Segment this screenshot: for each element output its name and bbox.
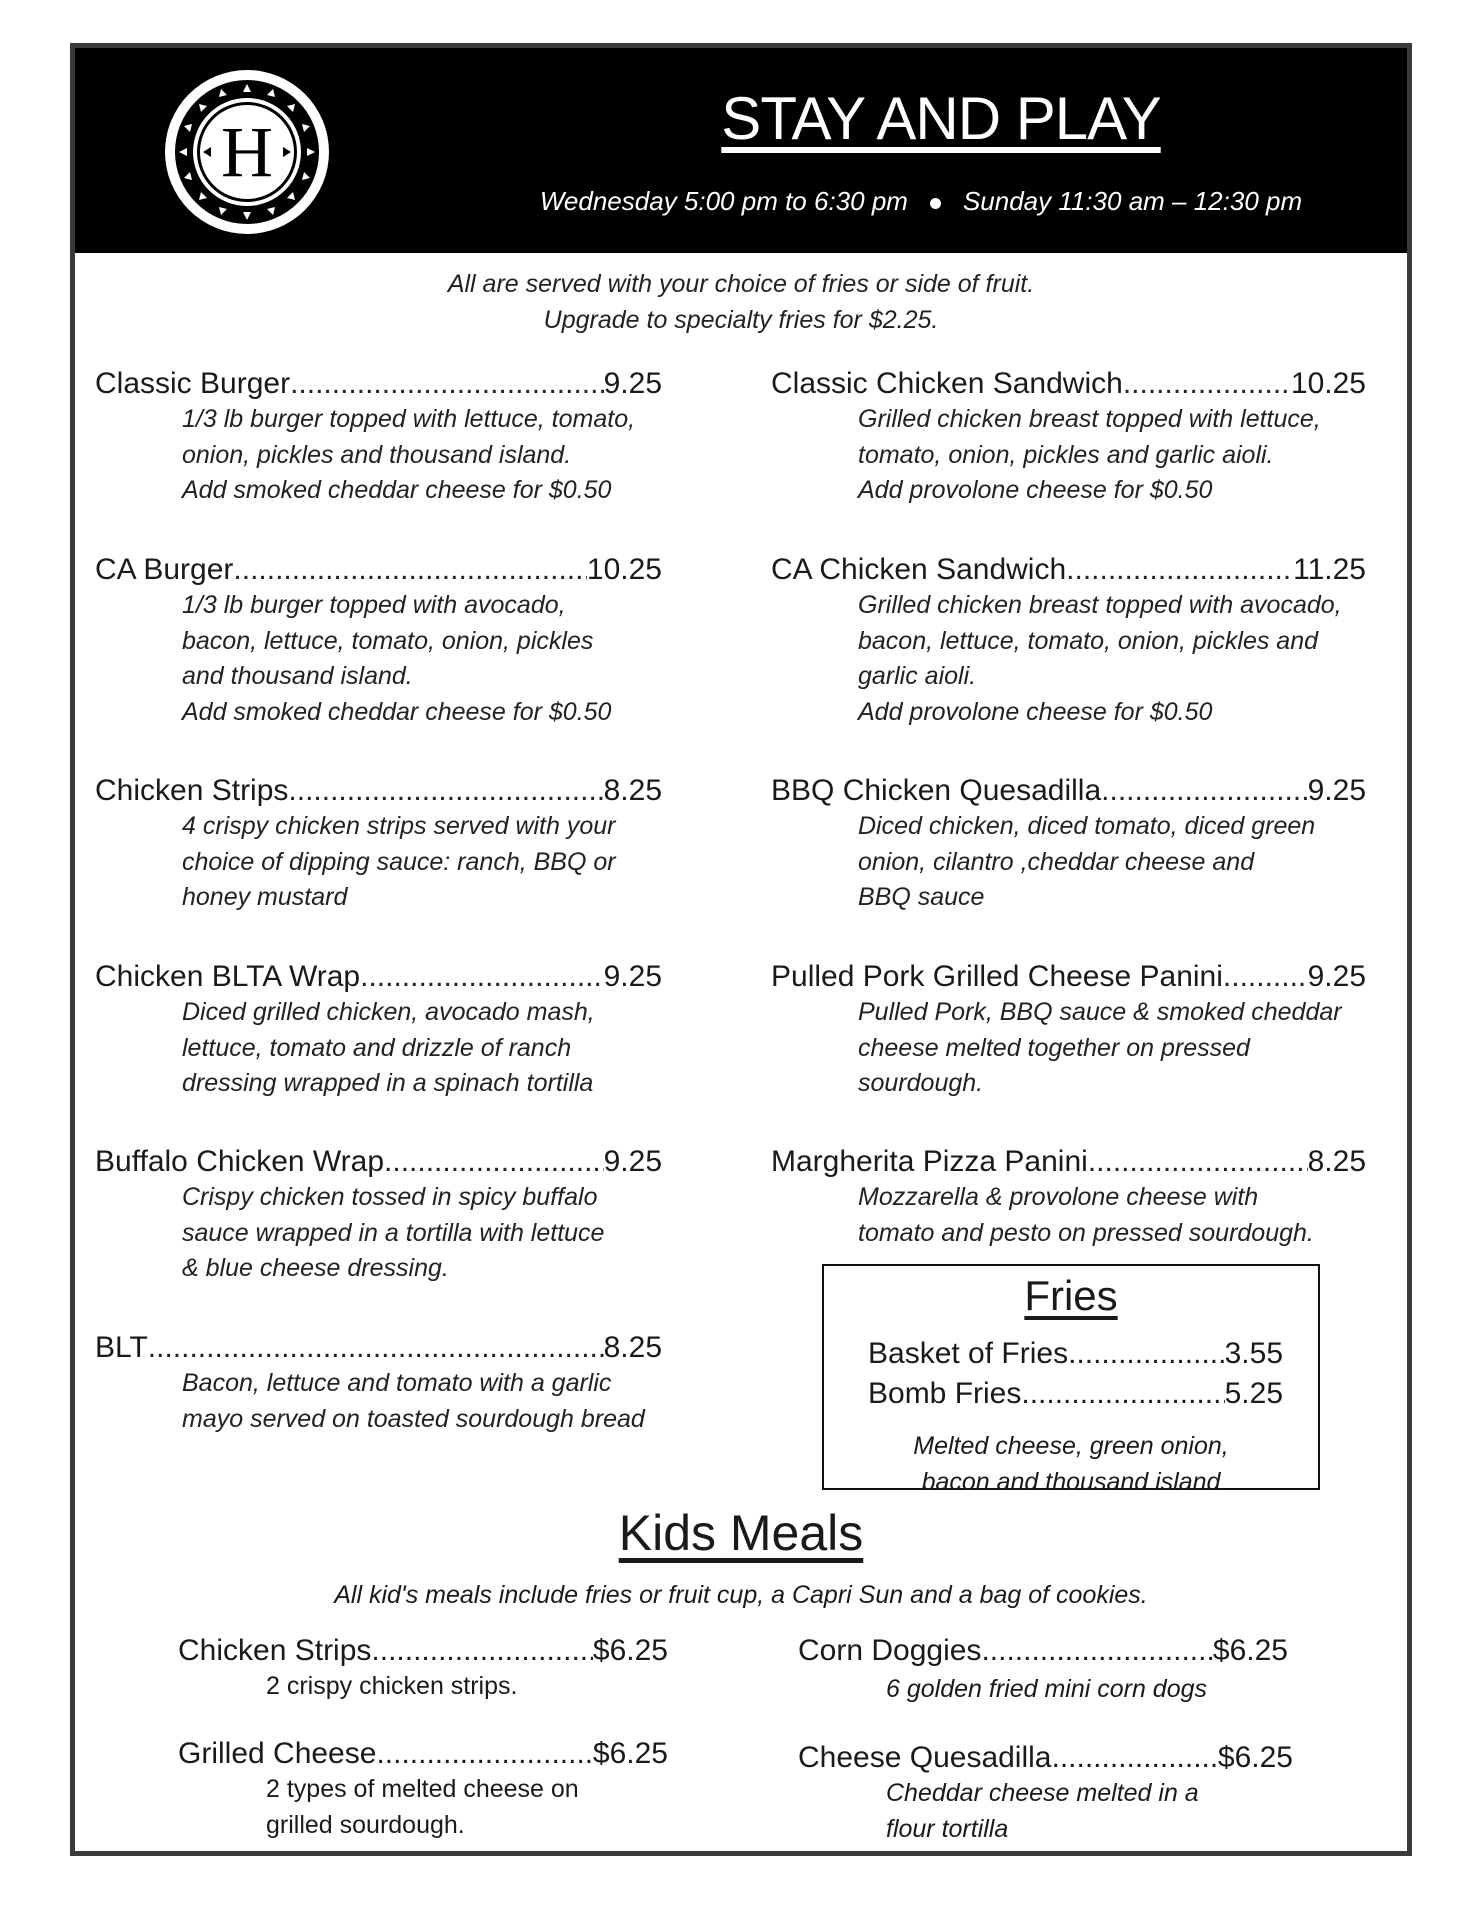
- description-line: bacon and thousand island: [921, 1468, 1221, 1496]
- description-line: Add provolone cheese for $0.50: [858, 697, 1213, 726]
- item-name: CA Chicken Sandwich: [771, 553, 1067, 586]
- description-line: sourdough.: [858, 1069, 984, 1097]
- menu-item: [95, 959, 662, 1102]
- description-line: dressing wrapped in a spinach tortilla: [182, 1069, 594, 1097]
- leader-dots: [376, 1736, 592, 1772]
- leader-dots: [1068, 1336, 1225, 1372]
- kids-item: [178, 1633, 668, 1705]
- menu-item: [95, 366, 662, 509]
- item-price: 9.25: [603, 1145, 662, 1178]
- description-line: tomato, onion, pickles and garlic aioli.: [858, 440, 1274, 469]
- description-line: Diced chicken, diced tomato, diced green: [858, 812, 1316, 840]
- intro-line: Upgrade to specialty fries for $2.25.: [543, 306, 939, 334]
- item-price: 9.25: [603, 367, 662, 400]
- item-description: [886, 1672, 1288, 1708]
- logo-letter: H: [221, 112, 273, 192]
- description-line: sauce wrapped in a tortilla with lettuce: [182, 1218, 605, 1247]
- description-line: onion, pickles and thousand island.: [182, 440, 572, 469]
- item-name: Chicken Strips: [178, 1634, 372, 1667]
- item-name: Chicken BLTA Wrap: [95, 960, 361, 993]
- leader-dots: [981, 1633, 1212, 1669]
- kids-item: [178, 1736, 668, 1843]
- leader-dots: [1088, 1144, 1308, 1180]
- item-price: 5.25: [1224, 1377, 1283, 1410]
- menu-item: [771, 959, 1366, 1102]
- leader-dots: [148, 1330, 604, 1366]
- intro-note: [75, 266, 1407, 338]
- description-line: Grilled chicken breast topped with avocado,: [858, 591, 1342, 619]
- item-price: $6.25: [1217, 1741, 1293, 1774]
- description-line: 6 golden fried mini corn dogs: [886, 1675, 1208, 1703]
- hours: [455, 186, 1387, 217]
- description-line: Add provolone cheese for $0.50: [858, 476, 1213, 504]
- item-price: $6.25: [1212, 1634, 1288, 1667]
- item-name: Grilled Cheese: [178, 1737, 377, 1770]
- description-line: choice of dipping sauce: ranch, BBQ or: [182, 847, 616, 876]
- intro-line: All are served with your choice of fries or side of fruit.: [447, 270, 1035, 298]
- description-line: Grilled chicken breast topped with lettuce,: [858, 405, 1321, 433]
- description-line: grilled sourdough.: [266, 1810, 465, 1839]
- item-name: Bomb Fries: [868, 1377, 1022, 1410]
- menu-item: [771, 366, 1366, 509]
- description-line: Add smoked cheddar cheese for $0.50: [182, 476, 612, 504]
- fries-description: [824, 1428, 1318, 1500]
- item-description: [182, 1180, 662, 1287]
- menu-item: [771, 552, 1366, 730]
- menu-item: [95, 773, 662, 916]
- item-description: [182, 809, 662, 916]
- menu-header: [75, 48, 1407, 253]
- item-name: Pulled Pork Grilled Cheese Panini: [771, 960, 1223, 993]
- description-line: Add smoked cheddar cheese for $0.50: [182, 697, 612, 726]
- item-price: 9.25: [603, 960, 662, 993]
- item-description: [182, 1366, 662, 1437]
- item-price: 9.25: [1307, 774, 1366, 807]
- fries-item: [868, 1336, 1283, 1372]
- item-description: [858, 1180, 1366, 1251]
- item-description: [858, 402, 1366, 509]
- leader-dots: [290, 366, 604, 402]
- fries-title: Fries: [1024, 1272, 1118, 1319]
- leader-dots: [1021, 1376, 1224, 1412]
- page-title: STAY AND PLAY: [721, 85, 1161, 152]
- hours-sunday: Sunday 11:30 am – 12:30 pm: [962, 186, 1303, 216]
- item-price: 8.25: [603, 1331, 662, 1364]
- item-name: BBQ Chicken Quesadilla: [771, 774, 1102, 807]
- description-line: 2 crispy chicken strips.: [266, 1672, 518, 1700]
- item-description: [886, 1776, 1293, 1847]
- item-name: Margherita Pizza Panini: [771, 1145, 1088, 1178]
- item-price: 10.25: [586, 553, 662, 586]
- leader-dots: [384, 1144, 604, 1180]
- hours-wednesday: Wednesday 5:00 pm to 6:30 pm: [539, 186, 908, 216]
- item-name: Corn Doggies: [798, 1634, 982, 1667]
- item-description: [182, 588, 662, 730]
- item-price: 10.25: [1290, 367, 1366, 400]
- item-name: Buffalo Chicken Wrap: [95, 1145, 385, 1178]
- description-line: Diced grilled chicken, avocado mash,: [182, 998, 595, 1026]
- description-line: flour tortilla: [886, 1814, 1009, 1843]
- leader-dots: [371, 1633, 593, 1669]
- leader-dots: [1101, 773, 1307, 809]
- description-line: Cheddar cheese melted in a: [886, 1779, 1199, 1807]
- description-line: bacon, lettuce, tomato, onion, pickles: [182, 626, 594, 655]
- description-line: Crispy chicken tossed in spicy buffalo: [182, 1183, 598, 1211]
- menu-item: [771, 773, 1366, 916]
- menu-item: [95, 552, 662, 730]
- description-line: and thousand island.: [182, 662, 413, 690]
- description-line: bacon, lettuce, tomato, onion, pickles and: [858, 626, 1319, 655]
- description-line: mayo served on toasted sourdough bread: [182, 1404, 645, 1433]
- item-description: [182, 995, 662, 1102]
- leader-dots: [1066, 552, 1293, 588]
- fries-box: [822, 1264, 1320, 1496]
- item-price: 3.55: [1224, 1337, 1283, 1370]
- bullet-icon: [930, 198, 941, 209]
- description-line: garlic aioli.: [858, 662, 977, 690]
- description-line: honey mustard: [182, 883, 348, 911]
- description-line: 1/3 lb burger topped with avocado,: [182, 591, 566, 619]
- h-logo-icon: [163, 68, 331, 236]
- item-name: Cheese Quesadilla: [798, 1741, 1052, 1774]
- item-description: [182, 402, 662, 509]
- description-line: 4 crispy chicken strips served with your: [182, 812, 616, 840]
- menu-item: [95, 1330, 662, 1437]
- description-line: Bacon, lettuce and tomato with a garlic: [182, 1369, 612, 1397]
- item-description: [266, 1772, 668, 1843]
- item-name: BLT: [95, 1331, 148, 1364]
- description-line: onion, cilantro ,cheddar cheese and: [858, 847, 1255, 876]
- item-name: Basket of Fries: [868, 1337, 1069, 1370]
- description-line: cheese melted together on pressed: [858, 1033, 1250, 1062]
- leader-dots: [1223, 959, 1308, 995]
- leader-dots: [1123, 366, 1291, 402]
- item-name: Classic Chicken Sandwich: [771, 367, 1123, 400]
- description-line: & blue cheese dressing.: [182, 1254, 449, 1282]
- item-description: [858, 995, 1366, 1102]
- kids-item: [798, 1740, 1293, 1847]
- description-line: BBQ sauce: [858, 883, 985, 911]
- item-name: CA Burger: [95, 553, 234, 586]
- item-price: 8.25: [603, 774, 662, 807]
- item-description: [266, 1669, 668, 1705]
- item-description: [858, 809, 1366, 916]
- item-price: $6.25: [592, 1737, 668, 1770]
- description-line: lettuce, tomato and drizzle of ranch: [182, 1033, 572, 1062]
- fries-item: [868, 1376, 1283, 1412]
- kids-meals-intro: All kid's meals include fries or fruit cup, a Capri Sun and a bag of cookies.: [334, 1581, 1148, 1609]
- item-price: $6.25: [592, 1634, 668, 1667]
- kids-meals-title: Kids Meals: [618, 1505, 864, 1561]
- menu-frame: [70, 43, 1412, 1856]
- description-line: 1/3 lb burger topped with lettuce, tomato,: [182, 405, 636, 433]
- menu-item: [771, 1144, 1366, 1251]
- description-line: Melted cheese, green onion,: [913, 1432, 1229, 1460]
- item-price: 9.25: [1307, 960, 1366, 993]
- menu-item: [95, 1144, 662, 1287]
- kids-item: [798, 1633, 1288, 1708]
- item-price: 11.25: [1293, 553, 1366, 586]
- leader-dots: [1052, 1740, 1218, 1776]
- leader-dots: [233, 552, 587, 588]
- description-line: 2 types of melted cheese on: [266, 1775, 579, 1803]
- leader-dots: [360, 959, 604, 995]
- item-price: 8.25: [1307, 1145, 1366, 1178]
- item-name: Classic Burger: [95, 367, 291, 400]
- item-name: Chicken Strips: [95, 774, 289, 807]
- description-line: tomato and pesto on pressed sourdough.: [858, 1218, 1314, 1247]
- description-line: Pulled Pork, BBQ sauce & smoked cheddar: [858, 998, 1342, 1026]
- description-line: Mozzarella & provolone cheese with: [858, 1183, 1259, 1211]
- leader-dots: [288, 773, 603, 809]
- item-description: [858, 588, 1366, 730]
